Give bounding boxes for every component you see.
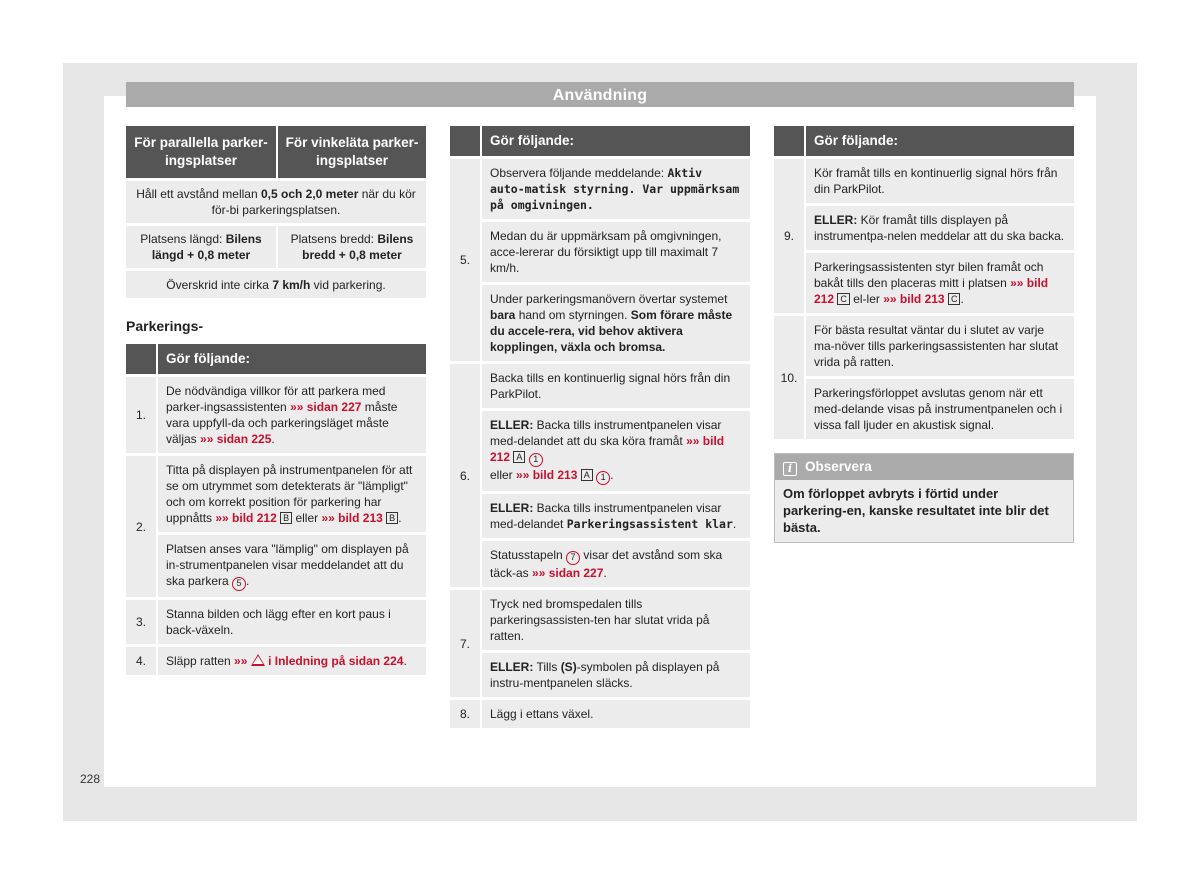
step-number-header — [774, 126, 806, 156]
figure-reference-link[interactable]: »» bild 213 — [321, 511, 383, 525]
step-text: Släpp ratten »» i Inledning på sidan 224. — [158, 644, 426, 675]
table-row — [450, 361, 750, 408]
right-column — [774, 126, 1074, 543]
step-text: Titta på displayen på instrumentpanelen för att se om utrymmet som detekterats är "lämpligt" och om korrekt position för parkering har uppnåtts »» bild 212 B eller »» bild 213 B . — [158, 453, 426, 532]
note-title: Observera — [805, 459, 872, 474]
step-text: Medan du är uppmärksam på omgivningen, acce-lererar du försiktigt upp till maximalt 7 km/h. — [482, 219, 750, 282]
figure-reference-link[interactable]: »» bild 213 — [516, 468, 578, 482]
step-text: Kör framåt tills en kontinuerlig signal hörs från din ParkPilot. — [806, 156, 1074, 203]
page-frame-left — [63, 63, 104, 821]
step-text: Observera följande meddelande: Aktiv auto-matisk styrning. Var uppmärksam på omgivningen. — [482, 156, 750, 219]
step-text: Parkeringsförloppet avslutas genom när ett med-delande visas på instrumentpanelen och i vissa fall ljuder en akustisk signal. — [806, 376, 1074, 439]
page-reference-link[interactable]: »» sidan 225 — [200, 432, 272, 446]
table-row — [774, 250, 1074, 313]
callout-number: 1 — [596, 471, 610, 485]
callout-number: 5 — [232, 577, 246, 591]
step-number: 4. — [126, 644, 158, 675]
step-number: 2. — [126, 453, 158, 597]
step-text: Platsen anses vara "lämplig" om displayen på in-strumentpanelen visar meddelandet att du ska parkera 5 . — [158, 532, 426, 597]
callout-number: 7 — [566, 551, 580, 565]
warning-triangle-icon — [251, 654, 265, 666]
steps-table-1 — [126, 344, 426, 675]
figure-label-box: C — [837, 293, 850, 305]
table-row — [450, 538, 750, 587]
page-reference-link[interactable]: i Inledning på sidan 224 — [268, 654, 404, 668]
subheading: Parkerings- — [126, 318, 204, 334]
step-number-header — [450, 126, 482, 156]
table-row — [450, 408, 750, 491]
step-number: 6. — [450, 361, 482, 587]
step-text: Tryck ned bromspedalen tills parkeringsassisten-ten har slutat vrida på ratten. — [482, 587, 750, 650]
callout-number: 1 — [529, 453, 543, 467]
table-row — [774, 313, 1074, 376]
space-width-cell: Platsens bredd: Bilens bredd + 0,8 meter — [276, 223, 426, 268]
table-row — [450, 587, 750, 650]
page-reference-link[interactable]: »» sidan 227 — [290, 400, 362, 414]
table-row — [450, 650, 750, 697]
steps-header: Gör följande: — [806, 126, 1074, 156]
table-row — [450, 491, 750, 538]
table-row — [126, 374, 426, 453]
step-number: 1. — [126, 374, 158, 453]
distance-row: Håll ett avstånd mellan 0,5 och 2,0 meter när du kör för-bi parkeringsplatsen. — [126, 178, 426, 223]
table-row — [126, 644, 426, 675]
page-frame-right — [1096, 63, 1137, 821]
figure-label-box: A — [513, 451, 525, 463]
table-row — [774, 203, 1074, 250]
parking-dimensions-table — [126, 126, 426, 298]
step-text: Lägg i ettans växel. — [482, 697, 750, 728]
speed-row: Överskrid inte cirka 7 km/h vid parkering. — [126, 268, 426, 298]
page-reference-link[interactable]: »» sidan 227 — [532, 566, 604, 580]
figure-label-box: C — [948, 293, 961, 305]
left-column — [126, 126, 426, 675]
page-frame-bottom — [63, 787, 1137, 821]
step-number: 5. — [450, 156, 482, 361]
table-row — [450, 219, 750, 282]
figure-label-box: B — [280, 512, 292, 524]
display-message: Aktiv auto-matisk styrning. Var uppmärksam på omgivningen. — [490, 166, 740, 212]
note-body: Om förloppet avbryts i förtid under parkering-en, kanske resultatet inte blir det bästa. — [775, 480, 1073, 542]
table-row — [450, 282, 750, 361]
steps-header: Gör följande: — [158, 344, 426, 374]
step-text: ELLER: Backa tills instrumentpanelen visar med-delandet att du ska köra framåt »» bild 212 A 1 eller »» bild 213 A 1 . — [482, 408, 750, 491]
display-message: Parkeringsassistent klar — [566, 517, 733, 531]
table-row — [126, 597, 426, 644]
step-text: De nödvändiga villkor för att parkera med parker-ingsassistenten »» sidan 227 måste vara uppfyll-da och parkeringsläget måste väljas »» sidan 225. — [158, 374, 426, 453]
steps-table-3 — [774, 126, 1074, 439]
step-text: ELLER: Kör framåt tills displayen på instrumentpa-nelen meddelar att du ska backa. — [806, 203, 1074, 250]
angled-parking-header: För vinkeläta parker-ingsplatser — [276, 126, 426, 178]
info-icon: i — [783, 462, 797, 476]
figure-reference-link[interactable]: »» bild 212 — [814, 276, 1049, 306]
figure-reference-link[interactable]: »» bild 213 — [883, 292, 945, 306]
step-number: 10. — [774, 313, 806, 439]
step-text: ELLER: Backa tills instrumentpanelen visar med-delandet Parkeringsassistent klar. — [482, 491, 750, 538]
parallel-parking-header: För parallella parker-ingsplatser — [126, 126, 276, 178]
steps-header: Gör följande: — [482, 126, 750, 156]
figure-reference-link[interactable]: »» bild 212 — [490, 434, 725, 464]
step-text: Stanna bilden och lägg efter en kort paus i back-växeln. — [158, 597, 426, 644]
table-row — [774, 156, 1074, 203]
figure-label-box: B — [386, 512, 398, 524]
step-text: Backa tills en kontinuerlig signal hörs från din ParkPilot. — [482, 361, 750, 408]
space-length-cell: Platsens längd: Bilens längd + 0,8 meter — [126, 223, 276, 268]
reference-arrows: »» — [234, 654, 248, 668]
step-text: Under parkeringsmanövern övertar systemet bara hand om styrningen. Som förare måste du accele-rera, vid behov aktivera kopplingen, växla och bromsa. — [482, 282, 750, 361]
steering-symbol-icon: (S) — [560, 660, 577, 674]
note-header — [775, 454, 1073, 480]
middle-column — [450, 126, 750, 728]
steps-table-2 — [450, 126, 750, 728]
step-number: 7. — [450, 587, 482, 697]
page-number: 228 — [80, 772, 101, 786]
figure-label-box: A — [581, 469, 593, 481]
step-text: För bästa resultat väntar du i slutet av varje ma-növer tills parkeringsassistenten har slutat vrida på ratten. — [806, 313, 1074, 376]
table-row — [450, 697, 750, 728]
figure-reference-link[interactable]: »» bild 212 — [215, 511, 277, 525]
note-box — [774, 453, 1074, 543]
table-row — [126, 453, 426, 532]
table-row — [450, 156, 750, 219]
section-title: Användning — [126, 82, 1074, 107]
step-number-header — [126, 344, 158, 374]
step-text: Statusstapeln 7 visar det avstånd som ska täck-as »» sidan 227. — [482, 538, 750, 587]
step-number: 3. — [126, 597, 158, 644]
step-text: Parkeringsassistenten styr bilen framåt och bakåt tills den placeras mitt i platsen »» bild 212 C el-ler »» bild 213 C . — [806, 250, 1074, 313]
table-row — [126, 532, 426, 597]
step-text: ELLER: Tills (S)-symbolen på displayen på instru-mentpanelen släcks. — [482, 650, 750, 697]
step-number: 8. — [450, 697, 482, 728]
step-number: 9. — [774, 156, 806, 313]
table-row — [774, 376, 1074, 439]
